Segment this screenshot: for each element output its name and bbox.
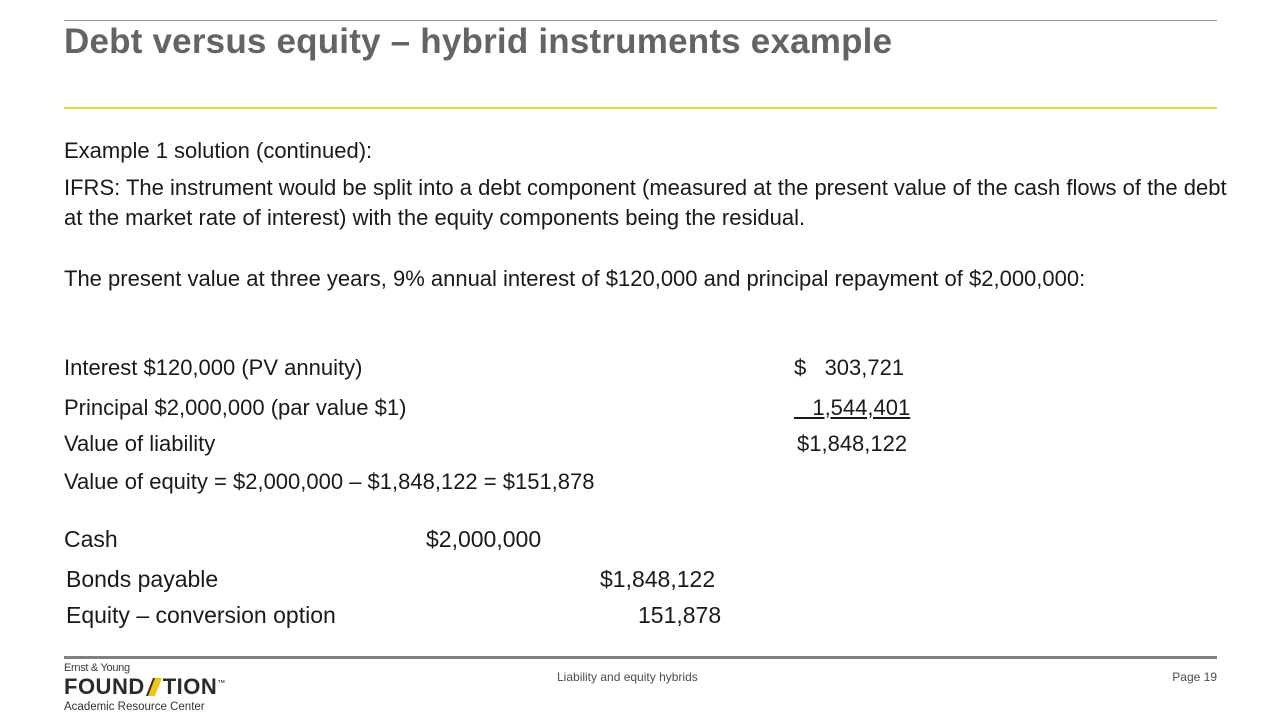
logo-subtitle: Academic Resource Center [64,701,205,713]
calc-value: $ 303,721 [794,355,905,380]
page-number: Page 19 [1172,670,1217,684]
journal-amount: 151,878 [638,602,722,628]
journal-amount: $1,848,122 [600,566,716,592]
calc-label: Principal $2,000,000 (par value $1) [64,395,407,420]
calc-label: Value of liability [64,431,216,456]
logo-brand-main [64,674,226,700]
subheading-solution: Example 1 solution (continued): [64,138,373,163]
calc-value: $1,848,122 [797,431,908,456]
ifrs-paragraph: IFRS: The instrument would be split into a debt component (measured at the present value of the cash flows of the debt at the market rate of interest) with the equity components being the residual. [64,175,1227,230]
calc-value: 1,544,401 [794,395,911,420]
journal-amount: $2,000,000 [426,526,542,552]
logo-text-left: FOUND [64,674,145,699]
footer-divider [64,656,1217,659]
journal-account: Cash [64,526,118,552]
top-divider [64,20,1217,21]
beam-icon [146,678,162,696]
slide-title: Debt versus equity – hybrid instruments example [64,22,893,61]
logo-text-right: TION [162,674,218,699]
logo-brand-top: Ernst & Young [64,662,130,674]
journal-account: Equity – conversion option [66,602,336,628]
title-underline [64,107,1217,109]
footer-topic: Liability and equity hybrids [557,670,698,684]
journal-account: Bonds payable [66,566,219,592]
present-value-paragraph: The present value at three years, 9% annual interest of $120,000 and principal repayment of $2,000,000: [64,266,1086,291]
trademark-mark: ™ [217,678,226,688]
ey-foundation-logo [64,660,244,716]
calc-label: Value of equity = $2,000,000 – $1,848,122 = $151,878 [64,469,595,494]
calc-label: Interest $120,000 (PV annuity) [64,355,363,380]
